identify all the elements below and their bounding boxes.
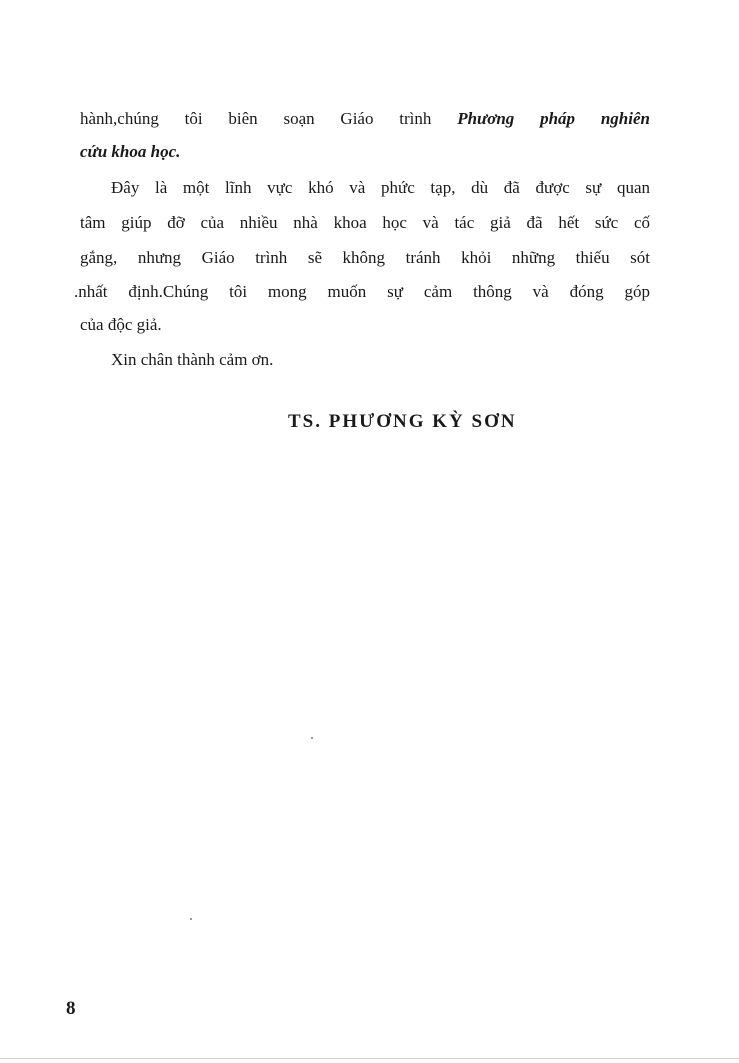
scan-speck <box>190 918 192 920</box>
body-line-4: tâm giúp đỡ của nhiều nhà khoa học và tác giả đã hết sức cố <box>80 213 650 232</box>
body-line-1 <box>80 108 650 130</box>
body-line-2 <box>80 141 650 163</box>
body-line-7: của độc giả. <box>80 315 162 334</box>
book-title-part-2: cứu khoa học. <box>80 142 181 161</box>
body-line-5: gắng, nhưng Giáo trình sẽ không tránh khỏi những thiếu sót <box>80 248 650 267</box>
closing-line: Xin chân thành cảm ơn. <box>111 350 274 369</box>
book-title-part-1: Phương pháp nghiên <box>457 109 650 128</box>
body-line-6: .nhất định.Chúng tôi mong muốn sự cảm thông và đóng góp <box>74 282 650 301</box>
page-number: 8 <box>66 998 76 1019</box>
body-line-1-text: hành,chúng tôi biên soạn Giáo trình <box>80 109 458 128</box>
scan-speck <box>311 737 313 739</box>
body-line-3: Đây là một lĩnh vực khó và phức tạp, dù đã được sự quan <box>111 178 650 197</box>
scan-edge <box>0 1058 739 1059</box>
author-signature: TS. PHƯƠNG KỲ SƠN <box>288 411 517 432</box>
